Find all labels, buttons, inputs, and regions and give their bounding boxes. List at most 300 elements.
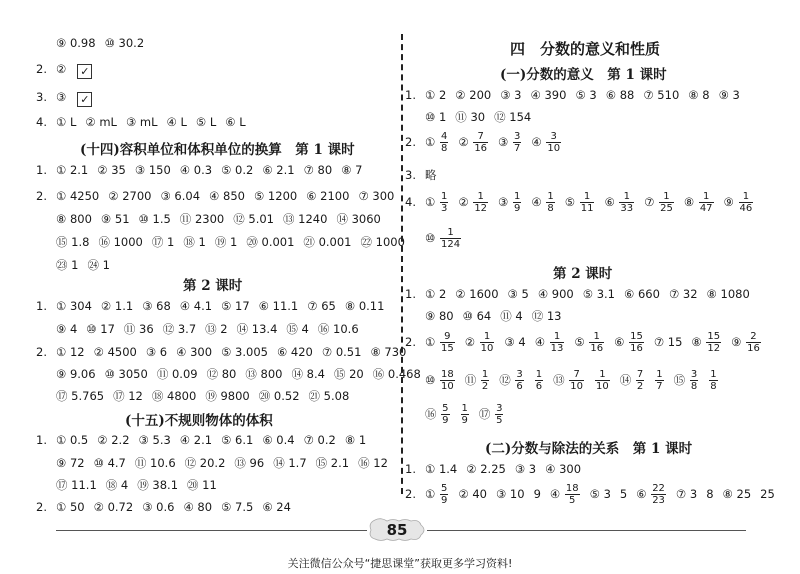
answer-item: ⑥ 88 (605, 88, 635, 102)
answer-item: ① 50 (56, 500, 85, 514)
fraction-answer (465, 368, 491, 392)
fraction-line (405, 402, 513, 426)
answer-line (36, 389, 358, 403)
fraction-answer (425, 190, 449, 214)
denominator: 10 (596, 381, 609, 392)
numerator: 1 (440, 191, 448, 202)
answer-item: ② 35 (97, 163, 126, 177)
question-number: 2. (405, 135, 416, 149)
question-number: 2. (405, 487, 416, 501)
fraction-answer (620, 368, 646, 392)
answer-item: ⑩ 17 (86, 322, 115, 336)
answer-item: ⑧ 1080 (706, 287, 750, 301)
lesson-title: 第 2 课时 (553, 266, 613, 282)
answer-line (36, 212, 390, 226)
answer-circle-number: ③ (498, 135, 513, 149)
answer-circle-number: ③ (495, 487, 510, 501)
answer-item: ⑰ 5.765 (56, 389, 105, 403)
numerator: 1 (580, 191, 595, 203)
numerator: 1 (461, 403, 468, 414)
answer-circle-number: ⑫ (499, 373, 515, 387)
answer-item: ⑪ 30 (455, 110, 486, 124)
fraction (655, 369, 663, 392)
numerator: 9 (440, 331, 455, 343)
numerator: 1 (595, 369, 610, 381)
fraction (709, 369, 717, 392)
fraction-answer (708, 368, 718, 392)
fraction-answer (425, 330, 456, 354)
question-number: 1. (405, 88, 416, 102)
answer-item: ⑨ 0.98 (56, 36, 96, 50)
answer-item: ① L (56, 115, 77, 129)
answer-item: ⑬ 96 (234, 456, 265, 470)
fraction (546, 131, 561, 154)
fraction-line (405, 130, 571, 154)
answer-item: ⑪ 4 (500, 309, 523, 323)
check-box-icon: ✓ (77, 92, 92, 107)
question-number: 2. (36, 189, 47, 203)
answer-line (405, 309, 571, 323)
fraction-answer (674, 368, 700, 392)
fraction (440, 331, 455, 354)
answer-value: 40 (472, 487, 487, 501)
answer-circle-number: ⑬ (553, 373, 569, 387)
answer-item: ㉑ 0.001 (303, 235, 352, 249)
fraction (690, 369, 698, 392)
section-title: (十四)容积单位和体积单位的换算 第 1 课时 (80, 142, 355, 158)
fraction (440, 369, 455, 392)
denominator: 10 (547, 143, 561, 154)
answer-item: ④ 4.1 (179, 299, 213, 313)
answer-line (36, 299, 393, 313)
answer-circle-number: ⑪ (464, 373, 480, 387)
answer-circle-number: ⑧ (722, 487, 737, 501)
answer-item: ⑫ 80 (206, 367, 237, 381)
answer-item: ⑯ 10.6 (317, 322, 359, 336)
answer-item: ⑪ 2300 (179, 212, 225, 226)
answer-item: ⑧ 7 (341, 163, 363, 177)
answer-line (36, 62, 92, 79)
question-number: 1. (36, 433, 47, 447)
answer-item: ⑥ L (225, 115, 246, 129)
denominator: 12 (474, 203, 488, 214)
answer-item: ⑤ 3.005 (221, 345, 268, 359)
numerator: 1 (619, 191, 634, 203)
answer-line (405, 168, 446, 182)
numerator: 1 (659, 191, 674, 203)
denominator: 16 (747, 343, 760, 354)
numerator: 1 (535, 369, 543, 380)
answer-item: ⑭ 1.7 (273, 456, 307, 470)
denominator: 6 (535, 381, 543, 392)
fraction-answer (590, 482, 611, 506)
denominator: 6 (516, 381, 523, 392)
fraction (480, 331, 495, 354)
answer-item: ⑬ 2 (205, 322, 228, 336)
chapter-title: 四 分数的意义和性质 (510, 40, 661, 58)
answer-item: ⑤ L (195, 115, 217, 129)
denominator: 3 (440, 203, 448, 214)
answer-item: ③ mL (125, 115, 158, 129)
answer-item: ⑪ 0.09 (156, 367, 198, 381)
fraction (513, 131, 521, 154)
fraction-answer (550, 482, 581, 506)
fraction (473, 191, 488, 214)
fraction (440, 191, 448, 214)
fraction (636, 369, 644, 392)
answer-value: 25 (736, 487, 752, 501)
answer-item: ⑫ 13 (531, 309, 562, 323)
numerator: 15 (630, 331, 643, 342)
question-number: 2. (405, 335, 416, 349)
answer-circle-number: ⑰ (478, 407, 495, 421)
answer-circle-number: ④ (534, 335, 549, 349)
answer-item: ⑫ 3.7 (162, 322, 197, 336)
answer-item: ⑮ 4 (286, 322, 309, 336)
answer-item: ① 1.4 (425, 462, 458, 476)
answer-circle-number: ⑦ (675, 487, 690, 501)
answer-item: ⑫ 154 (494, 110, 532, 124)
answer-circle-number: ⑭ (619, 373, 635, 387)
answer-item: ③ 68 (142, 299, 171, 313)
fraction-answer (553, 368, 585, 392)
fraction-answer (654, 330, 683, 354)
answer-item: ② 1600 (455, 287, 499, 301)
fraction-answer (458, 130, 489, 154)
fraction-answer (731, 330, 762, 354)
answer-circle-number: ② (458, 135, 473, 149)
answer-value: 3 (603, 487, 611, 501)
answer-item: 略 (425, 168, 437, 182)
numerator: 1 (739, 191, 754, 203)
answer-item: ⑩ 1 (425, 110, 447, 124)
fraction (440, 483, 448, 506)
fraction-answer (691, 330, 722, 354)
fraction (515, 369, 523, 392)
fraction-answer (565, 190, 596, 214)
fraction-answer (654, 368, 664, 392)
answer-item: ⑨ 51 (100, 212, 130, 226)
fraction-answer (425, 482, 449, 506)
answer-circle-number: ② (458, 195, 473, 209)
answer-item: ③ 150 (134, 163, 171, 177)
answer-circle-number: ① (425, 335, 439, 349)
answer-line (36, 189, 403, 203)
answer-item: ② 1.1 (100, 299, 134, 313)
denominator: 9 (442, 415, 449, 426)
denominator: 9 (440, 495, 448, 506)
fraction-answer (620, 482, 627, 506)
numerator: 1 (473, 191, 488, 203)
numerator: 3 (516, 369, 523, 380)
answer-item: ⑮ 20 (333, 367, 364, 381)
answer-item: ③ 0.6 (142, 500, 175, 514)
answer-item: ⑰ 11.1 (56, 478, 97, 492)
question-number: 2. (36, 62, 47, 76)
question-number: 4. (36, 115, 47, 129)
numerator: 1 (699, 191, 714, 203)
answer-circle-number: ③ (498, 195, 513, 209)
fraction-answer (531, 190, 555, 214)
answer-item: ④ 390 (530, 88, 567, 102)
numerator: 18 (565, 483, 579, 494)
fraction-line (405, 368, 728, 392)
fraction-answer (724, 190, 755, 214)
answer-item: ① 0.5 (56, 433, 89, 447)
answer-item: ③ 6 (145, 345, 168, 359)
fraction-answer (574, 330, 605, 354)
answer-item: ⑤ 7.5 (221, 500, 254, 514)
answer-circle-number: ⑩ (425, 231, 439, 245)
denominator: 10 (480, 343, 494, 354)
answer-item: ① 4250 (56, 189, 100, 203)
column-divider (401, 34, 403, 494)
answer-item: ⑭ 8.4 (291, 367, 325, 381)
answer-item: ⑰ 12 (113, 389, 143, 403)
fraction-answer (425, 130, 449, 154)
answer-line (405, 462, 590, 476)
numerator: 3 (546, 131, 561, 143)
answer-item: ⑰ 1 (151, 235, 175, 249)
answer-item: ① 2 (425, 88, 447, 102)
fraction (440, 131, 448, 154)
fraction-answer (684, 190, 715, 214)
lesson-title: 第 2 课时 (183, 278, 243, 294)
fraction-answer (425, 226, 462, 250)
fraction-line (405, 482, 784, 506)
fraction-answer (636, 482, 667, 506)
fraction (619, 191, 634, 214)
denominator: 7 (656, 381, 663, 392)
answer-circle-number: ① (425, 487, 439, 501)
answer-item: ⑲ 9800 (205, 389, 250, 403)
denominator: 2 (481, 381, 489, 392)
fraction (565, 483, 580, 506)
answer-item: ㉓ 1 (56, 258, 79, 272)
answer-line (36, 258, 119, 272)
answer-value: 3 (689, 487, 698, 501)
numerator: 1 (481, 369, 489, 380)
answer-item: ⑩ 1.5 (138, 212, 171, 226)
answer-circle-number: ④ (549, 487, 564, 501)
answer-item: ⑧ 1 (344, 433, 367, 447)
fraction-answer (425, 368, 456, 392)
answer-item: ⑩ 3050 (104, 367, 148, 381)
answer-item: ⑥ 11.1 (258, 299, 299, 313)
answer-item: ⑤ 3.1 (582, 287, 616, 301)
fraction (629, 331, 644, 354)
answer-item: ⑤ 0.2 (221, 163, 254, 177)
answer-item: ⑬ 1240 (283, 212, 328, 226)
answer-line (36, 367, 430, 381)
answer-item: ㉒ 1000 (360, 235, 405, 249)
denominator: 10 (570, 381, 584, 392)
answer-item: ㉔ 1 (87, 258, 110, 272)
answer-item: ⑳ 0.001 (246, 235, 295, 249)
answer-item: ② 2.25 (466, 462, 506, 476)
answer-item: ⑧ 8 (688, 88, 710, 102)
denominator: 5 (569, 495, 576, 506)
answer-item: ⑥ 2.1 (262, 163, 295, 177)
answer-circle-number: ⑦ (653, 335, 668, 349)
answer-line (36, 478, 226, 492)
answer-item: ③ 3 (500, 88, 522, 102)
answer-circle-number: ⑥ (636, 487, 651, 501)
answer-line (36, 456, 397, 470)
numerator: 4 (440, 131, 448, 142)
fraction (535, 369, 543, 392)
answer-line (36, 90, 92, 107)
answer-item: ⑨ 72 (56, 456, 85, 470)
answer-item: ④ 0.3 (179, 163, 213, 177)
answer-item: ⑨ 4 (56, 322, 78, 336)
answer-item: ③ 6.04 (160, 189, 201, 203)
fraction-answer (479, 402, 505, 426)
answer-item: ㉑ 5.08 (308, 389, 350, 403)
page-number-badge (367, 518, 427, 542)
answer-value: 9 (533, 487, 541, 501)
question-number: 1. (36, 163, 47, 177)
answer-item: ② 0.72 (93, 500, 134, 514)
fraction-answer (498, 190, 522, 214)
answer-item: ⑤ 6.1 (221, 433, 254, 447)
answer-value: 4 (518, 335, 526, 349)
answer-item: ② (56, 62, 67, 76)
denominator: 8 (690, 381, 698, 392)
fraction-answer (534, 482, 541, 506)
answer-circle-number: ⑮ (673, 373, 689, 387)
answer-item: ⑧ 730 (370, 345, 407, 359)
question-number: 1. (405, 462, 416, 476)
answer-circle-number: ⑨ (723, 195, 738, 209)
answer-circle-number: ⑧ (683, 195, 698, 209)
answer-item: ⑦ 32 (668, 287, 698, 301)
fraction (481, 369, 489, 392)
fraction (495, 403, 503, 426)
answer-item: ⑨ 9.06 (56, 367, 96, 381)
fraction-answer (425, 402, 451, 426)
answer-item: ② 2.2 (97, 433, 130, 447)
numerator: 1 (550, 331, 565, 343)
question-number: 3. (36, 90, 47, 104)
answer-line (36, 322, 368, 336)
answer-item: ⑮ 1.8 (56, 235, 90, 249)
denominator: 8 (710, 381, 717, 392)
answer-circle-number: ① (425, 195, 439, 209)
numerator: 3 (514, 131, 521, 142)
denominator: 9 (461, 415, 468, 426)
answer-circle-number: ③ (504, 335, 519, 349)
fraction-answer (604, 190, 635, 214)
denominator: 7 (514, 143, 521, 154)
answer-item: ⑤ 17 (221, 299, 250, 313)
answer-value: 25 (760, 487, 775, 501)
numerator: 3 (690, 369, 698, 380)
answer-item: ⑨ 3 (718, 88, 740, 102)
answer-line (405, 88, 749, 102)
answer-item: ⑱ 4800 (151, 389, 197, 403)
fraction-answer (504, 330, 525, 354)
answer-item: ⑦ 80 (303, 163, 333, 177)
fraction (513, 191, 521, 214)
denominator: 124 (440, 239, 461, 250)
answer-circle-number: ⑧ (691, 335, 706, 349)
section-title: (十五)不规则物体的体积 (125, 413, 273, 429)
denominator: 5 (496, 415, 503, 426)
fraction-answer (499, 368, 525, 392)
answer-item: ⑦ 65 (307, 299, 336, 313)
answer-item: ⑮ 2.1 (315, 456, 350, 470)
question-number: 3. (405, 168, 416, 182)
answer-item: ③ 5 (507, 287, 529, 301)
answer-item: ① 12 (56, 345, 85, 359)
numerator: 22 (652, 483, 665, 494)
fraction (595, 369, 610, 392)
answer-item: ① 304 (56, 299, 92, 313)
numerator: 15 (707, 331, 721, 342)
fraction (441, 403, 449, 426)
answer-circle-number: ⑦ (644, 195, 659, 209)
fraction (440, 227, 461, 250)
denominator: 13 (550, 343, 564, 354)
answer-item: ③ (56, 90, 67, 104)
fraction-answer (534, 368, 544, 392)
answer-value: 15 (667, 335, 683, 349)
fraction-line (405, 226, 471, 250)
answer-item: ⑳ 11 (187, 478, 217, 492)
answer-item: ⑥ 420 (276, 345, 313, 359)
answer-item: ④ L (166, 115, 187, 129)
answer-item: ⑦ 0.51 (321, 345, 362, 359)
denominator: 10 (440, 381, 454, 392)
fraction-answer (676, 482, 697, 506)
fraction (580, 191, 595, 214)
answer-item: ② 4500 (93, 345, 137, 359)
answer-circle-number: ⑩ (425, 373, 439, 387)
fraction-answer (614, 330, 645, 354)
answer-line (405, 287, 759, 301)
question-number: 1. (405, 287, 416, 301)
fraction-answer (531, 130, 562, 154)
answer-circle-number: ② (458, 487, 473, 501)
numerator: 2 (746, 331, 761, 343)
denominator: 15 (440, 343, 454, 354)
answer-value: 8 (706, 487, 714, 501)
fraction-answer (706, 482, 713, 506)
answer-circle-number: ⑥ (604, 195, 619, 209)
fraction (550, 331, 565, 354)
answer-line (36, 345, 415, 359)
denominator: 9 (514, 203, 521, 214)
answer-circle-number: ④ (531, 195, 546, 209)
fraction-answer (760, 482, 775, 506)
numerator: 1 (514, 191, 521, 202)
fraction-answer (496, 482, 525, 506)
numerator: 7 (569, 369, 584, 381)
footer-note: 关注微信公众号“捷思课堂”获取更多学习资料! (287, 557, 513, 570)
fraction (706, 331, 721, 354)
fraction (651, 483, 666, 506)
fraction (699, 191, 714, 214)
answer-item: ③ 5.3 (138, 433, 171, 447)
answer-circle-number: ⑤ (574, 335, 589, 349)
answer-item: ⑥ 660 (624, 287, 660, 301)
answer-item: ⑩ 30.2 (104, 36, 145, 50)
answer-item: ③ 3 (514, 462, 537, 476)
answer-item: ④ 300 (545, 462, 582, 476)
answer-circle-number: ⑯ (425, 407, 441, 421)
answer-item: ⑭ 13.4 (236, 322, 278, 336)
